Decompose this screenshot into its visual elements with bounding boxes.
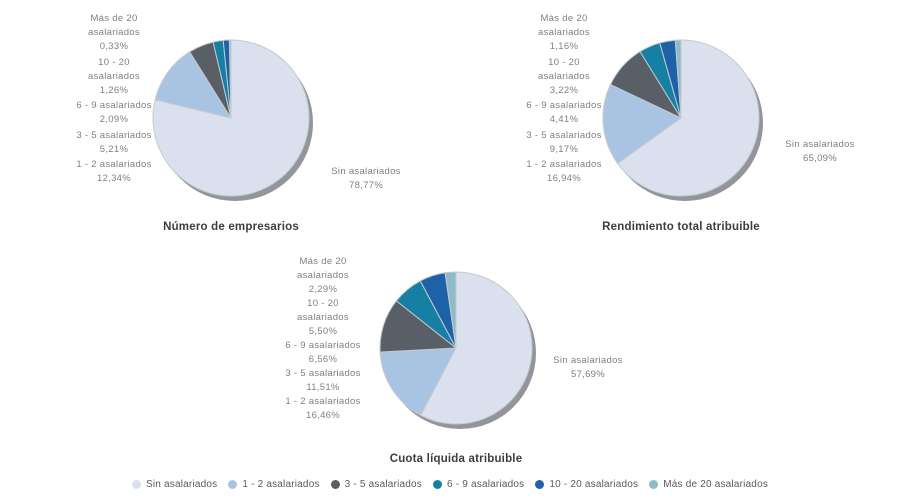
slice-percent: 12,34% bbox=[96, 173, 132, 184]
legend-item-sin-asalariados bbox=[132, 479, 217, 490]
legend bbox=[0, 479, 900, 490]
legend-marker-icon bbox=[535, 480, 544, 489]
chart-title: Rendimiento total atribuible bbox=[602, 221, 760, 233]
slice-label-3-5-asalariados: 3 - 5 asalariados 11,51% bbox=[248, 367, 398, 395]
legend-marker-icon bbox=[433, 480, 442, 489]
slice-percent: 5,50% bbox=[308, 326, 338, 337]
legend-label: 3 - 5 asalariados bbox=[344, 479, 423, 490]
slice-label-sin-asalariados: Sin asalariados 57,69% bbox=[518, 354, 658, 382]
slice-percent: 78,77% bbox=[348, 180, 384, 191]
legend-label: Más de 20 asalariados bbox=[663, 479, 769, 490]
legend-marker-icon bbox=[649, 480, 658, 489]
slice-percent: 4,41% bbox=[549, 114, 579, 125]
slice-label-m-s-de-20-asalariados: Más de 20 asalariados 1,16% bbox=[489, 12, 639, 54]
slice-percent: 2,29% bbox=[308, 284, 338, 295]
legend-item-6-9-asalariados bbox=[433, 479, 524, 490]
slice-label-6-9-asalariados: 6 - 9 asalariados 6,56% bbox=[248, 339, 398, 367]
chart-title: Cuota líquida atribuible bbox=[389, 453, 523, 465]
legend-marker-icon bbox=[331, 480, 340, 489]
slice-percent: 1,16% bbox=[549, 41, 579, 52]
slice-percent: 16,46% bbox=[305, 410, 341, 421]
slice-label-3-5-asalariados: 3 - 5 asalariados 5,21% bbox=[39, 129, 189, 157]
slice-percent: 3,22% bbox=[549, 84, 579, 96]
chart-rendimiento-total-atribuible bbox=[450, 0, 900, 245]
slice-label-m-s-de-20-asalariados: Más de 20 asalariados 0,33% bbox=[39, 12, 189, 54]
slice-label-10-20-asalariados: 10 - 20 asalariados 5,50% bbox=[248, 297, 398, 339]
chart-cuota-liquida-atribuible bbox=[225, 250, 675, 470]
slice-label-6-9-asalariados: 6 - 9 asalariados 4,41% bbox=[489, 99, 639, 127]
slice-percent: 2,09% bbox=[99, 114, 129, 125]
slice-label-1-2-asalariados: 1 - 2 asalariados 16,46% bbox=[248, 395, 398, 423]
legend-label: 6 - 9 asalariados bbox=[447, 479, 525, 490]
slice-percent: 0,33% bbox=[99, 41, 129, 52]
slice-label-10-20-asalariados: 10 - 20 asalariados 3,22% bbox=[489, 56, 639, 98]
slice-percent: 57,69% bbox=[570, 369, 606, 380]
slice-percent: 16,94% bbox=[546, 173, 582, 184]
slice-label-sin-asalariados: Sin asalariados 78,77% bbox=[296, 165, 436, 193]
chart-numero-de-empresarios bbox=[0, 0, 450, 245]
legend-item-m-s-de-20-asalariados bbox=[649, 479, 768, 490]
slice-percent: 6,56% bbox=[308, 354, 338, 365]
legend-label: 1 - 2 asalariados bbox=[242, 479, 320, 490]
slice-label-1-2-asalariados: 1 - 2 asalariados 16,94% bbox=[489, 158, 639, 186]
slice-label-3-5-asalariados: 3 - 5 asalariados 9,17% bbox=[489, 129, 639, 157]
legend-item-1-2-asalariados bbox=[228, 479, 319, 490]
slice-label-m-s-de-20-asalariados: Más de 20 asalariados 2,29% bbox=[248, 255, 398, 297]
legend-marker-icon bbox=[228, 480, 237, 489]
slice-percent: 1,26% bbox=[99, 84, 129, 96]
slice-percent: 65,09% bbox=[802, 153, 838, 164]
slice-label-1-2-asalariados: 1 - 2 asalariados 12,34% bbox=[39, 158, 189, 186]
chart-title: Número de empresarios bbox=[163, 221, 299, 233]
slice-label-sin-asalariados: Sin asalariados 65,09% bbox=[750, 138, 890, 166]
legend-item-3-5-asalariados bbox=[331, 479, 422, 490]
legend-item-10-20-asalariados bbox=[535, 479, 638, 490]
legend-label: Sin asalariados bbox=[145, 479, 218, 490]
slice-percent: 9,17% bbox=[549, 143, 579, 155]
slice-label-6-9-asalariados: 6 - 9 asalariados 2,09% bbox=[39, 99, 189, 127]
legend-label: 10 - 20 asalariados bbox=[549, 479, 639, 490]
slice-percent: 5,21% bbox=[99, 143, 129, 155]
slice-label-10-20-asalariados: 10 - 20 asalariados 1,26% bbox=[39, 56, 189, 98]
legend-marker-icon bbox=[132, 480, 141, 489]
slice-percent: 11,51% bbox=[306, 382, 340, 393]
